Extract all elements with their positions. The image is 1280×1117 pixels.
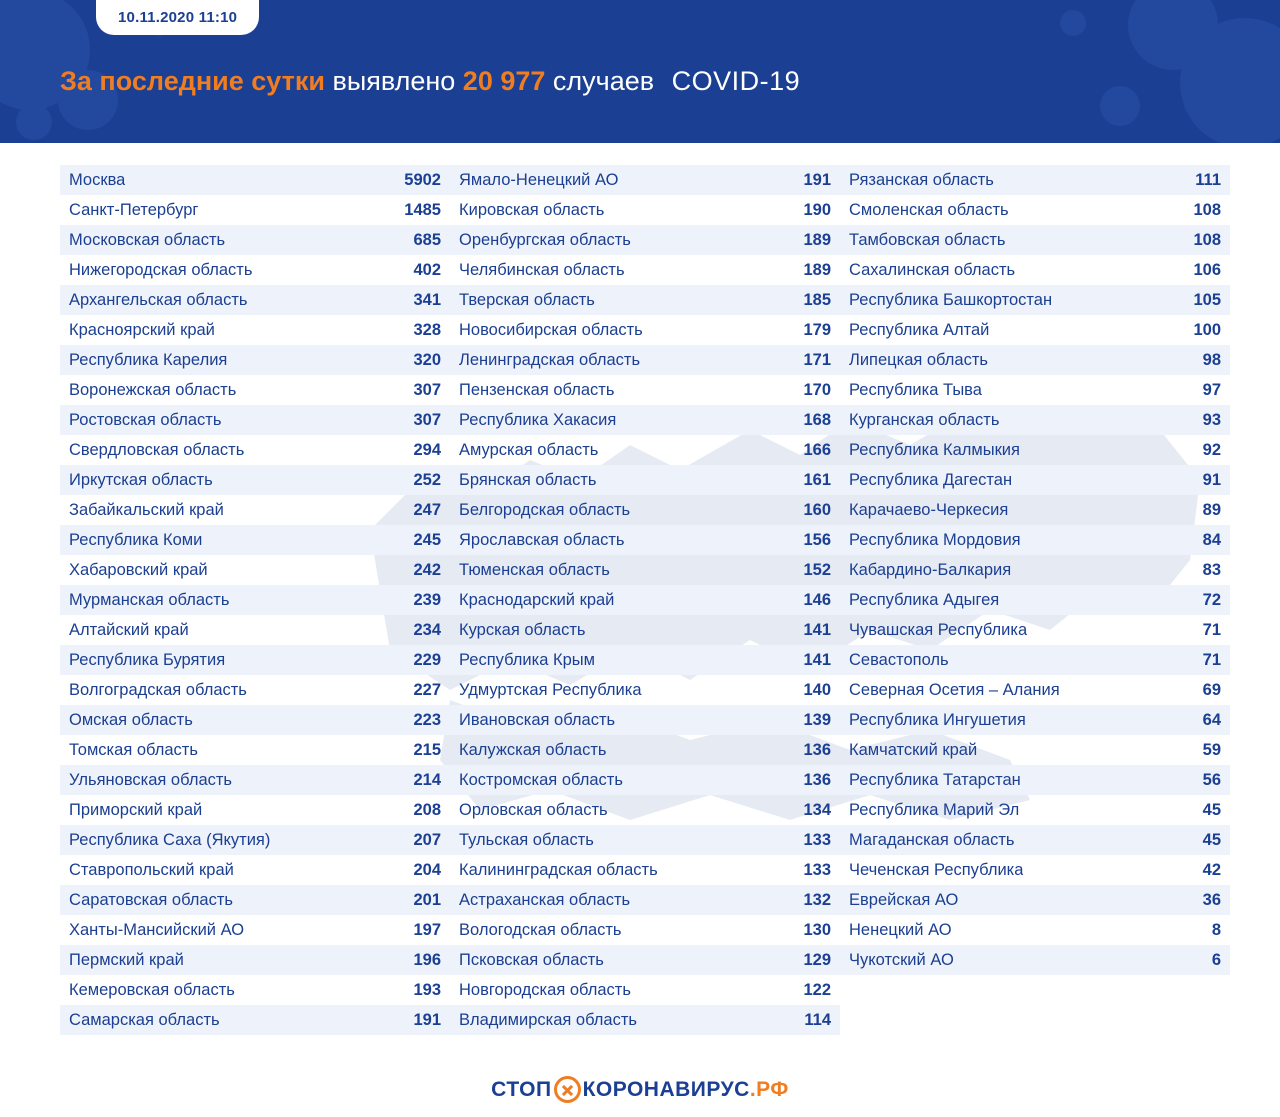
region-name: Омская область: [69, 710, 193, 729]
table-row: [450, 825, 840, 855]
region-name: Псковская область: [459, 950, 604, 969]
table-row: [450, 915, 840, 945]
region-value: 320: [413, 350, 441, 369]
table-row: [60, 765, 450, 795]
table-row: [840, 225, 1230, 255]
table-row: [60, 405, 450, 435]
region-value: 1485: [404, 200, 441, 219]
region-value: 214: [413, 770, 441, 789]
region-name: Санкт-Петербург: [69, 200, 199, 219]
region-name: Республика Алтай: [849, 320, 990, 339]
region-name: Севастополь: [849, 650, 949, 669]
region-name: Ненецкий АО: [849, 920, 952, 939]
region-name: Архангельская область: [69, 290, 248, 309]
region-name: Тульская область: [459, 830, 594, 849]
table-row: [450, 855, 840, 885]
table-row: [450, 735, 840, 765]
table-row: [840, 375, 1230, 405]
region-value: 89: [1202, 500, 1221, 519]
region-name: Калининградская область: [459, 860, 658, 879]
region-name: Калужская область: [459, 740, 607, 759]
region-name: Красноярский край: [69, 320, 215, 339]
page-header: [0, 0, 1280, 143]
table-row: [450, 885, 840, 915]
region-name: Нижегородская область: [69, 260, 253, 279]
region-name: Сахалинская область: [849, 260, 1016, 279]
table-row: [450, 675, 840, 705]
table-row: [60, 975, 450, 1005]
logo-stop-text: СТОП: [491, 1077, 552, 1101]
region-name: Курганская область: [849, 410, 1000, 429]
table-row: [840, 645, 1230, 675]
region-name: Забайкальский край: [69, 500, 224, 519]
region-value: 166: [803, 440, 831, 459]
region-name: Республика Татарстан: [849, 770, 1021, 789]
region-value: 193: [413, 980, 441, 999]
table-row: [450, 225, 840, 255]
region-name: Карачаево-Черкесия: [849, 500, 1009, 519]
region-value: 160: [803, 500, 831, 519]
table-row: [60, 1005, 450, 1035]
region-value: 201: [413, 890, 441, 909]
region-name: Ростовская область: [69, 410, 222, 429]
region-value: 59: [1202, 740, 1221, 759]
region-value: 83: [1202, 560, 1221, 579]
table-row: [450, 435, 840, 465]
region-value: 685: [413, 230, 441, 249]
region-name: Оренбургская область: [459, 230, 631, 249]
headline-mid: выявлено: [332, 66, 456, 96]
region-value: 197: [413, 920, 441, 939]
region-value: 129: [803, 950, 831, 969]
region-value: 294: [413, 440, 441, 459]
region-value: 189: [803, 230, 831, 249]
table-row: [450, 645, 840, 675]
table-row: [450, 585, 840, 615]
region-value: 239: [413, 590, 441, 609]
region-name: Тюменская область: [459, 560, 610, 579]
region-value: 92: [1202, 440, 1221, 459]
table-row: [840, 675, 1230, 705]
table-row: [840, 735, 1230, 765]
region-value: 91: [1202, 470, 1221, 489]
region-name: Республика Саха (Якутия): [69, 830, 271, 849]
region-name: Еврейская АО: [849, 890, 959, 909]
table-row: [840, 945, 1230, 975]
region-name: Новосибирская область: [459, 320, 643, 339]
table-row: [840, 315, 1230, 345]
region-name: Брянская область: [459, 470, 597, 489]
region-value: 307: [413, 410, 441, 429]
table-row: [60, 735, 450, 765]
region-value: 140: [803, 680, 831, 699]
table-row: [450, 165, 840, 195]
region-value: 196: [413, 950, 441, 969]
region-name: Белгородская область: [459, 500, 631, 519]
region-name: Республика Бурятия: [69, 650, 226, 669]
table-row: [60, 345, 450, 375]
region-value: 108: [1193, 230, 1221, 249]
region-value: 227: [413, 680, 441, 699]
region-name: Москва: [69, 170, 126, 189]
region-name: Чувашская Республика: [849, 620, 1028, 639]
regions-board: [0, 143, 1280, 1035]
table-row: [840, 585, 1230, 615]
table-row: [840, 405, 1230, 435]
region-value: 190: [803, 200, 831, 219]
region-value: 136: [803, 770, 831, 789]
table-row: [450, 315, 840, 345]
region-name: Мурманская область: [69, 590, 230, 609]
region-name: Республика Тыва: [849, 380, 982, 399]
region-value: 341: [413, 290, 441, 309]
table-row: [840, 765, 1230, 795]
region-value: 72: [1202, 590, 1221, 609]
region-name: Владимирская область: [459, 1010, 638, 1029]
region-value: 97: [1202, 380, 1221, 399]
table-row: [450, 465, 840, 495]
region-value: 36: [1202, 890, 1221, 909]
region-value: 133: [803, 830, 831, 849]
region-value: 191: [803, 170, 831, 189]
region-value: 170: [803, 380, 831, 399]
region-name: Республика Марий Эл: [849, 800, 1020, 819]
table-row: [60, 435, 450, 465]
region-value: 189: [803, 260, 831, 279]
region-name: Ярославская область: [459, 530, 625, 549]
region-name: Московская область: [69, 230, 226, 249]
table-row: [840, 435, 1230, 465]
table-row: [450, 705, 840, 735]
regions-column-3: [840, 165, 1230, 1035]
table-row: [450, 405, 840, 435]
region-name: Чеченская Республика: [849, 860, 1024, 879]
region-value: 204: [413, 860, 441, 879]
region-name: Самарская область: [69, 1010, 220, 1029]
region-value: 161: [803, 470, 831, 489]
region-value: 71: [1202, 620, 1221, 639]
table-row: [450, 765, 840, 795]
region-value: 64: [1202, 710, 1221, 729]
region-value: 69: [1202, 680, 1221, 699]
table-row: [60, 285, 450, 315]
region-value: 45: [1202, 800, 1221, 819]
table-row: [840, 555, 1230, 585]
table-row: [450, 495, 840, 525]
table-row: [60, 945, 450, 975]
table-row: [840, 825, 1230, 855]
region-value: 247: [413, 500, 441, 519]
region-name: Новгородская область: [459, 980, 631, 999]
table-row: [840, 915, 1230, 945]
table-row: [450, 1005, 840, 1035]
region-value: 105: [1193, 290, 1221, 309]
region-name: Республика Адыгея: [849, 590, 1000, 609]
table-row: [840, 195, 1230, 225]
region-value: 56: [1202, 770, 1221, 789]
region-name: Томская область: [69, 740, 198, 759]
table-row: [60, 495, 450, 525]
region-name: Камчатский край: [849, 740, 978, 759]
region-value: 156: [803, 530, 831, 549]
region-value: 136: [803, 740, 831, 759]
region-value: 208: [413, 800, 441, 819]
table-row: [60, 825, 450, 855]
region-name: Республика Карелия: [69, 350, 228, 369]
region-name: Чукотский АО: [849, 950, 954, 969]
table-row: [60, 315, 450, 345]
virus-blob-icon: [1100, 86, 1140, 126]
table-row: [840, 495, 1230, 525]
region-name: Свердловская область: [69, 440, 245, 459]
region-name: Кабардино-Балкария: [849, 560, 1012, 579]
headline-total-number: 20 977: [462, 66, 546, 96]
region-value: 5902: [404, 170, 441, 189]
region-name: Саратовская область: [69, 890, 234, 909]
table-row: [840, 795, 1230, 825]
region-value: 328: [413, 320, 441, 339]
region-value: 134: [803, 800, 831, 819]
region-value: 307: [413, 380, 441, 399]
region-value: 168: [803, 410, 831, 429]
region-value: 130: [803, 920, 831, 939]
table-row: [450, 615, 840, 645]
region-value: 100: [1193, 320, 1221, 339]
region-name: Республика Дагестан: [849, 470, 1013, 489]
headline-accent: За последние сутки: [60, 66, 325, 96]
region-name: Астраханская область: [459, 890, 631, 909]
region-name: Республика Крым: [459, 650, 595, 669]
region-name: Ленинградская область: [459, 350, 641, 369]
region-name: Хабаровский край: [69, 560, 208, 579]
region-name: Удмуртская Республика: [459, 680, 642, 699]
table-row: [60, 645, 450, 675]
table-row: [840, 615, 1230, 645]
region-value: 252: [413, 470, 441, 489]
region-name: Курская область: [459, 620, 586, 639]
table-row: [60, 255, 450, 285]
region-name: Тверская область: [459, 290, 595, 309]
region-name: Пермский край: [69, 950, 184, 969]
table-row: [60, 525, 450, 555]
region-name: Республика Башкортостан: [849, 290, 1053, 309]
region-name: Смоленская область: [849, 200, 1009, 219]
table-row: [840, 705, 1230, 735]
table-row: [60, 195, 450, 225]
table-row: [60, 675, 450, 705]
table-row: [60, 225, 450, 255]
table-row: [60, 375, 450, 405]
region-name: Рязанская область: [849, 170, 994, 189]
table-row: [450, 195, 840, 225]
region-value: 229: [413, 650, 441, 669]
regions-column-1: [60, 165, 450, 1035]
region-name: Орловская область: [459, 800, 608, 819]
region-value: 207: [413, 830, 441, 849]
page-footer: [0, 1076, 1280, 1103]
table-row: [60, 555, 450, 585]
table-row: [840, 285, 1230, 315]
table-row: [450, 255, 840, 285]
headline-cases-word: случаев: [552, 66, 655, 96]
table-row: [840, 255, 1230, 285]
region-name: Республика Коми: [69, 530, 203, 549]
table-row: [840, 165, 1230, 195]
virus-mark-icon: [554, 1076, 581, 1103]
region-value: 122: [803, 980, 831, 999]
table-row: [840, 885, 1230, 915]
table-row: [60, 705, 450, 735]
region-name: Республика Хакасия: [459, 410, 617, 429]
region-value: 402: [413, 260, 441, 279]
region-name: Приморский край: [69, 800, 203, 819]
region-value: 234: [413, 620, 441, 639]
region-name: Ивановская область: [459, 710, 616, 729]
table-row: [60, 885, 450, 915]
stopcoronavirus-logo[interactable]: [491, 1076, 789, 1103]
region-value: 242: [413, 560, 441, 579]
table-row: [60, 165, 450, 195]
region-value: 146: [803, 590, 831, 609]
region-name: Челябинская область: [459, 260, 625, 279]
region-value: 139: [803, 710, 831, 729]
region-value: 185: [803, 290, 831, 309]
region-name: Ульяновская область: [69, 770, 233, 789]
region-value: 98: [1202, 350, 1221, 369]
region-name: Республика Калмыкия: [849, 440, 1020, 459]
table-row: [840, 855, 1230, 885]
region-value: 171: [803, 350, 831, 369]
table-row: [840, 465, 1230, 495]
region-value: 108: [1193, 200, 1221, 219]
logo-rf-text: .РФ: [749, 1077, 789, 1101]
table-row: [840, 525, 1230, 555]
region-value: 141: [803, 620, 831, 639]
table-row: [60, 915, 450, 945]
region-value: 84: [1202, 530, 1221, 549]
region-name: Магаданская область: [849, 830, 1015, 849]
region-name: Амурская область: [459, 440, 599, 459]
region-value: 179: [803, 320, 831, 339]
region-name: Волгоградская область: [69, 680, 247, 699]
region-value: 191: [413, 1010, 441, 1029]
table-row: [60, 465, 450, 495]
region-name: Алтайский край: [69, 620, 189, 639]
region-value: 114: [804, 1010, 831, 1029]
virus-blob-icon: [16, 104, 52, 140]
region-name: Ямало-Ненецкий АО: [459, 170, 619, 189]
table-row: [450, 285, 840, 315]
region-name: Республика Ингушетия: [849, 710, 1026, 729]
region-name: Ханты-Мансийский АО: [69, 920, 245, 939]
table-row: [450, 795, 840, 825]
regions-columns: [0, 165, 1280, 1035]
region-name: Тамбовская область: [849, 230, 1006, 249]
region-value: 93: [1202, 410, 1221, 429]
region-value: 106: [1193, 260, 1221, 279]
region-name: Республика Мордовия: [849, 530, 1021, 549]
region-value: 132: [803, 890, 831, 909]
region-value: 215: [413, 740, 441, 759]
region-name: Северная Осетия – Алания: [849, 680, 1060, 699]
region-value: 223: [413, 710, 441, 729]
region-value: 6: [1211, 950, 1221, 969]
table-row: [450, 975, 840, 1005]
region-value: 45: [1202, 830, 1221, 849]
virus-blob-icon: [1060, 10, 1086, 36]
table-row: [450, 555, 840, 585]
region-value: 71: [1202, 650, 1221, 669]
region-value: 141: [803, 650, 831, 669]
region-name: Костромская область: [459, 770, 623, 789]
region-name: Кемеровская область: [69, 980, 235, 999]
table-row: [450, 945, 840, 975]
region-value: 8: [1211, 920, 1221, 939]
region-name: Кировская область: [459, 200, 605, 219]
region-name: Липецкая область: [849, 350, 988, 369]
table-row: [450, 375, 840, 405]
page-title: [60, 66, 800, 97]
region-name: Пензенская область: [459, 380, 615, 399]
region-value: 245: [413, 530, 441, 549]
region-name: Воронежская область: [69, 380, 237, 399]
table-row: [60, 585, 450, 615]
table-row: [60, 795, 450, 825]
region-value: 42: [1202, 860, 1221, 879]
table-row: [450, 525, 840, 555]
regions-column-2: [450, 165, 840, 1035]
region-name: Краснодарский край: [459, 590, 615, 609]
table-row: [60, 615, 450, 645]
region-value: 111: [1195, 170, 1221, 189]
headline-covid-label: COVID-19: [671, 66, 801, 96]
region-value: 152: [803, 560, 831, 579]
region-name: Ставропольский край: [69, 860, 234, 879]
logo-korona-text: КОРОНАВИРУС: [582, 1077, 750, 1101]
table-row: [450, 345, 840, 375]
region-name: Вологодская область: [459, 920, 622, 939]
region-name: Иркутская область: [69, 470, 213, 489]
table-row: [840, 345, 1230, 375]
table-row: [60, 855, 450, 885]
region-value: 133: [803, 860, 831, 879]
date-badge: 10.11.2020 11:10: [96, 0, 259, 35]
